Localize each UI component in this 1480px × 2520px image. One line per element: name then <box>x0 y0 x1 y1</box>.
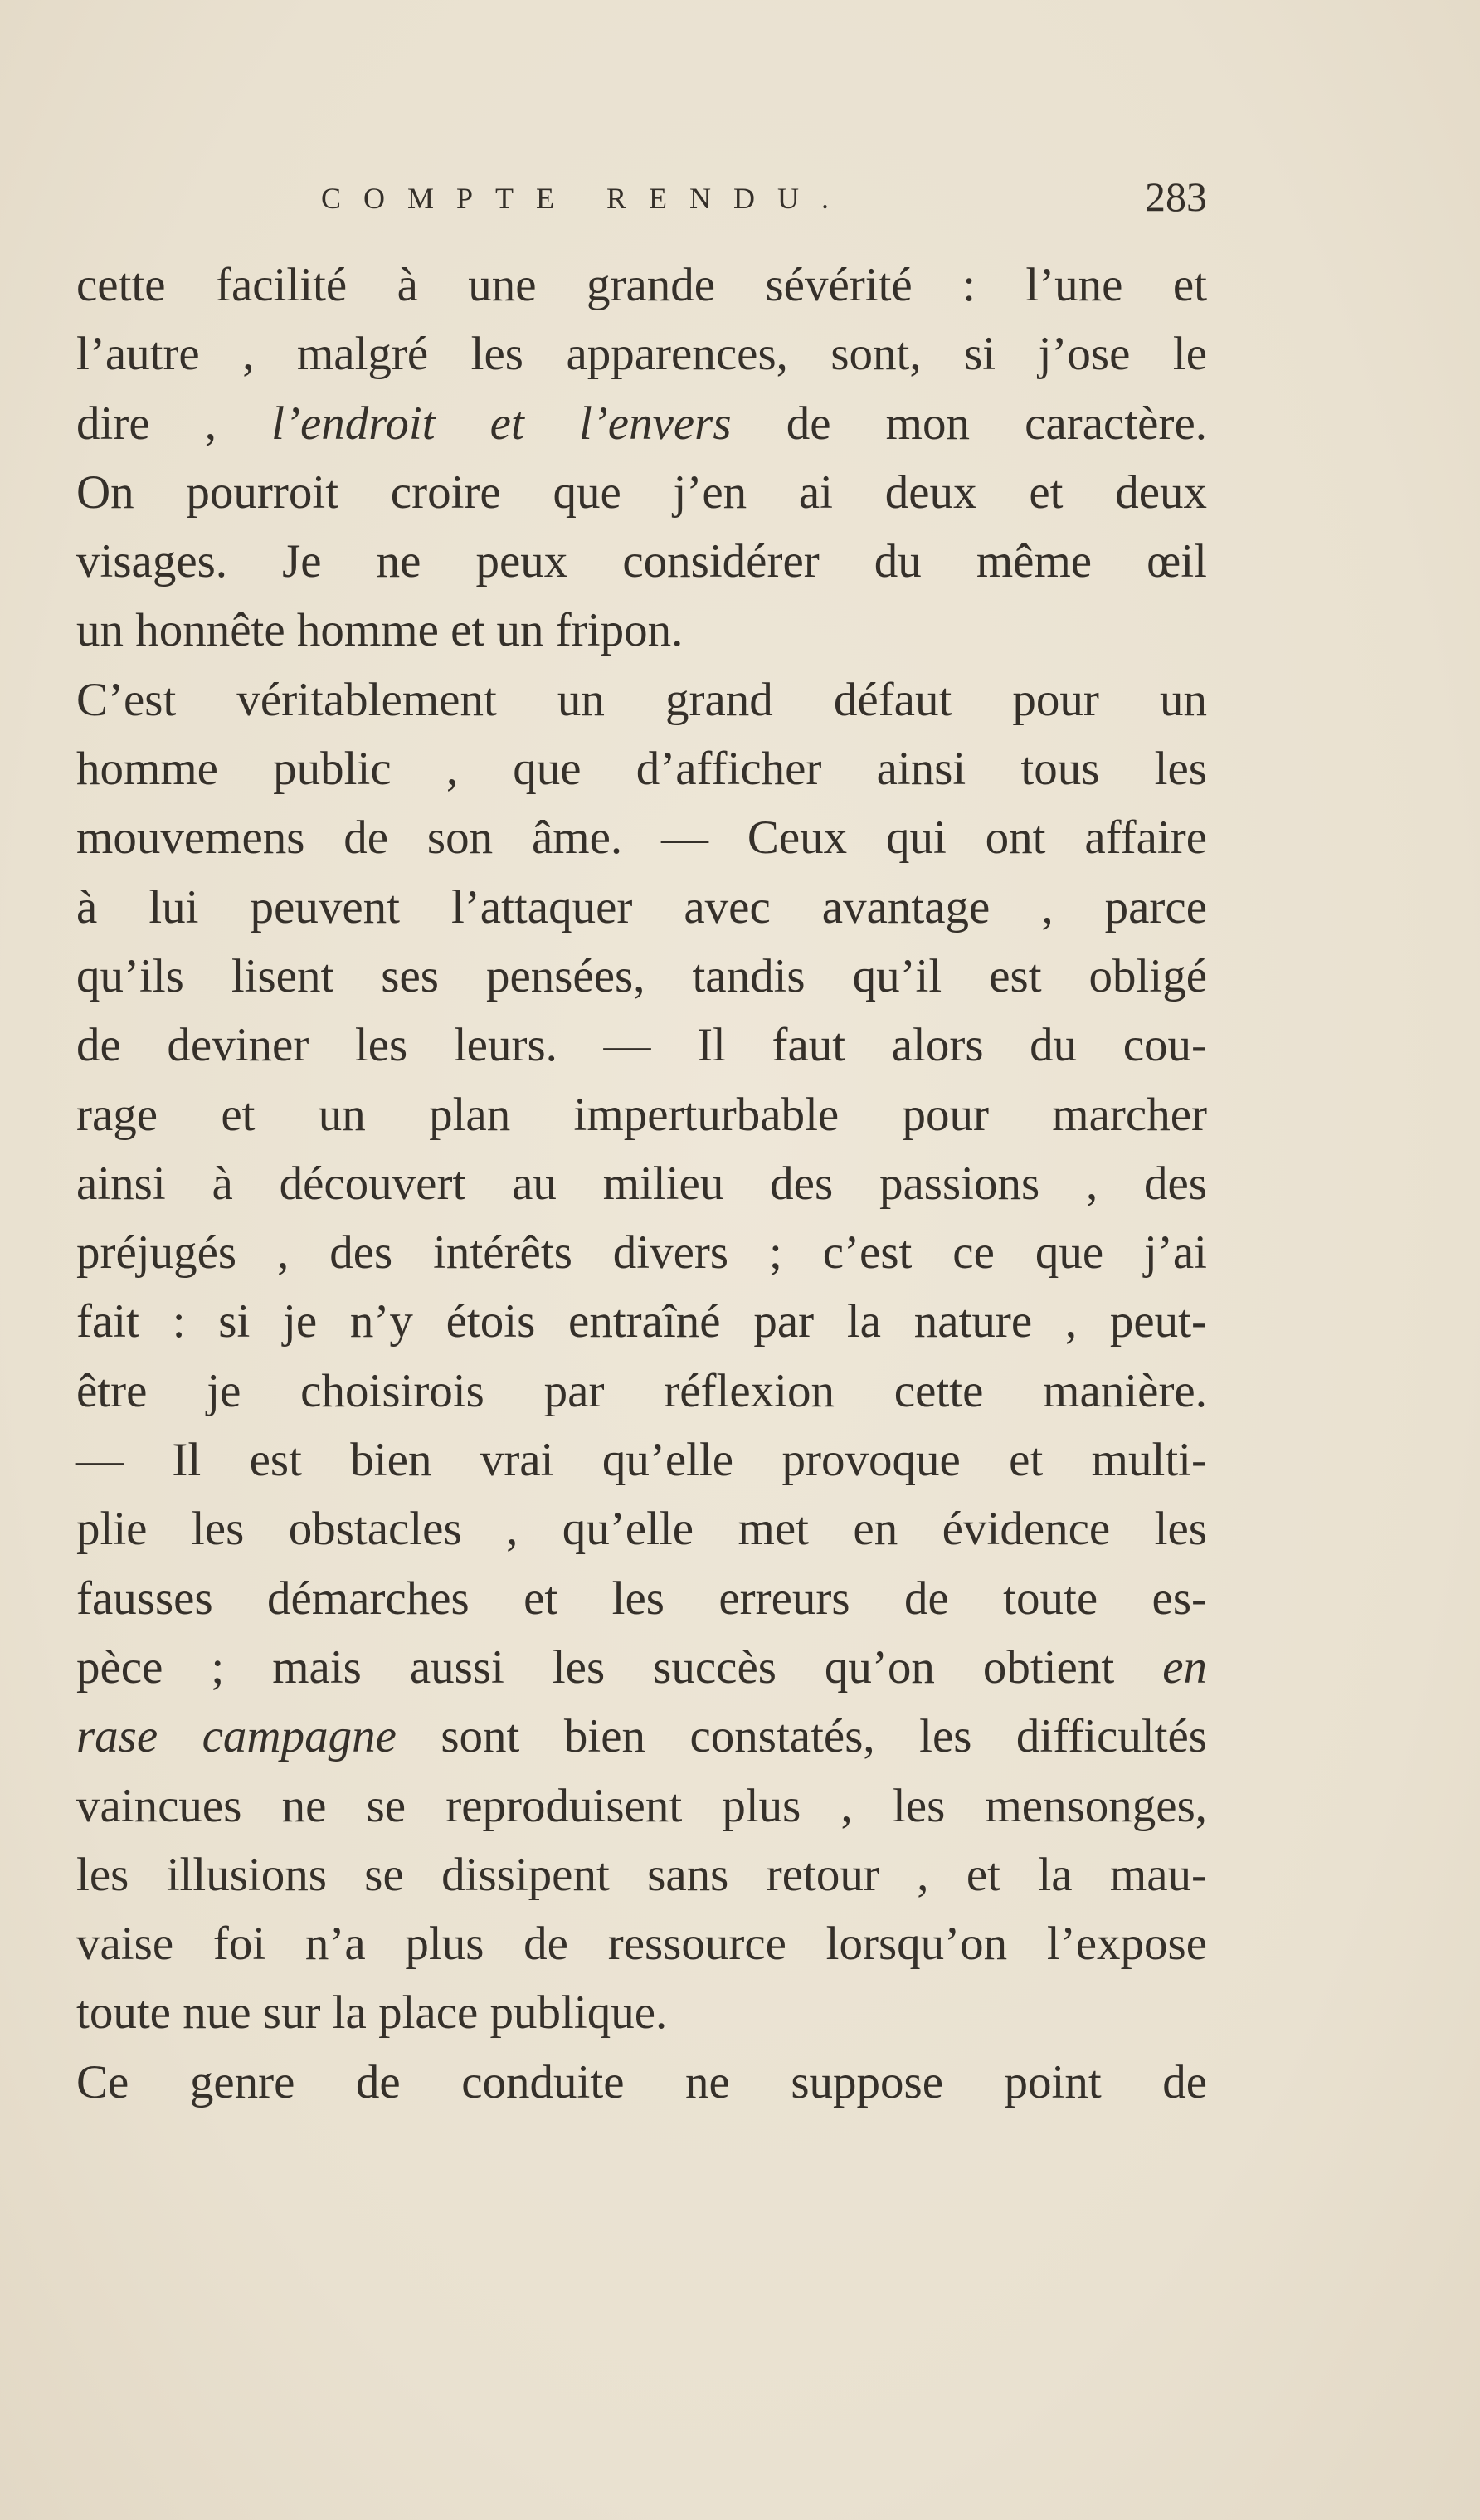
text-line <box>76 319 1207 388</box>
text-line <box>76 1702 1207 1771</box>
text-line <box>76 1011 1207 1080</box>
text-segment: rage et un plan imperturbable pour marcher <box>76 1088 1207 1141</box>
text-segment: fait : si je n’y étois entraîné par la nature , peut- <box>76 1295 1207 1348</box>
text-line <box>76 1426 1207 1494</box>
text-line <box>76 873 1207 942</box>
text-segment: On pourroit croire que j’en ai deux et deux <box>76 465 1207 519</box>
text-line <box>76 596 1207 665</box>
text-segment: les illusions se dissipent sans retour , et la mau- <box>76 1848 1207 1901</box>
page-header <box>76 174 1207 224</box>
text-segment: qu’ils lisent ses pensées, tandis qu’il est obligé <box>76 949 1207 1002</box>
text-segment: cette facilité à une grande sévérité : l’une et <box>76 259 1207 311</box>
text-segment: préjugés , des intérêts divers ; c’est ce que j’ai <box>76 1226 1207 1279</box>
text-segment: un honnête homme et un fripon. <box>76 604 684 657</box>
text-segment: vaise foi n’a plus de ressource lorsqu’on l’expose <box>76 1918 1207 1971</box>
text-segment: l’autre , malgré les apparences, sont, si j’ose le <box>76 328 1207 381</box>
text-line <box>76 251 1207 319</box>
text-line <box>76 2048 1207 2117</box>
text-segment: de mon caractère. <box>731 397 1207 450</box>
text-line <box>76 734 1207 803</box>
text-line <box>76 1357 1207 1426</box>
page-number: 283 <box>1145 173 1207 220</box>
text-line <box>76 527 1207 596</box>
text-line <box>76 1287 1207 1356</box>
text-segment: être je choisirois par réflexion cette manière. <box>76 1364 1207 1417</box>
text-segment: à lui peuvent l’attaquer avec avantage , parce <box>76 880 1207 933</box>
text-line <box>76 1149 1207 1218</box>
text-segment: Ce genre de conduite ne suppose point de <box>76 2055 1207 2108</box>
text-segment: visages. Je ne peux considérer du même œil <box>76 535 1207 588</box>
italic-text: rase campagne <box>76 1710 397 1763</box>
text-line <box>76 1218 1207 1287</box>
text-line <box>76 1772 1207 1840</box>
text-segment: de deviner les leurs. — Il faut alors du cou- <box>76 1019 1207 1072</box>
text-segment: pèce ; mais aussi les succès qu’on obtient <box>76 1640 1163 1694</box>
text-line <box>76 1978 1207 2047</box>
text-segment: C’est véritablement un grand défaut pour un <box>76 673 1207 726</box>
text-segment: vaincues ne se reproduisent plus , les mensonges, <box>76 1779 1207 1832</box>
text-segment: dire , <box>76 397 272 450</box>
text-line <box>76 1564 1207 1633</box>
body-text <box>76 251 1207 2117</box>
italic-text: l’endroit et l’envers <box>271 397 732 450</box>
running-title: COMPTE RENDU. <box>321 182 852 215</box>
text-line <box>76 1633 1207 1702</box>
text-line <box>76 942 1207 1011</box>
text-segment: — Il est bien vrai qu’elle provoque et multi- <box>76 1434 1207 1487</box>
text-line <box>76 1080 1207 1149</box>
text-line <box>76 665 1207 734</box>
text-line <box>76 1840 1207 1909</box>
text-line <box>76 1909 1207 1978</box>
text-segment: mouvemens de son âme. — Ceux qui ont affaire <box>76 812 1207 865</box>
text-segment: fausses démarches et les erreurs de toute es- <box>76 1572 1207 1625</box>
text-segment: toute nue sur la place publique. <box>76 1986 668 2040</box>
text-segment: homme public , que d’afficher ainsi tous les <box>76 743 1207 796</box>
text-line <box>76 1494 1207 1563</box>
text-segment: ainsi à découvert au milieu des passions , des <box>76 1157 1207 1210</box>
text-line <box>76 458 1207 527</box>
text-line <box>76 803 1207 872</box>
text-segment: plie les obstacles , qu’elle met en évidence les <box>76 1503 1207 1556</box>
text-segment: sont bien constatés, les difficultés <box>396 1710 1207 1763</box>
text-line <box>76 389 1207 458</box>
italic-text: en <box>1162 1640 1207 1694</box>
